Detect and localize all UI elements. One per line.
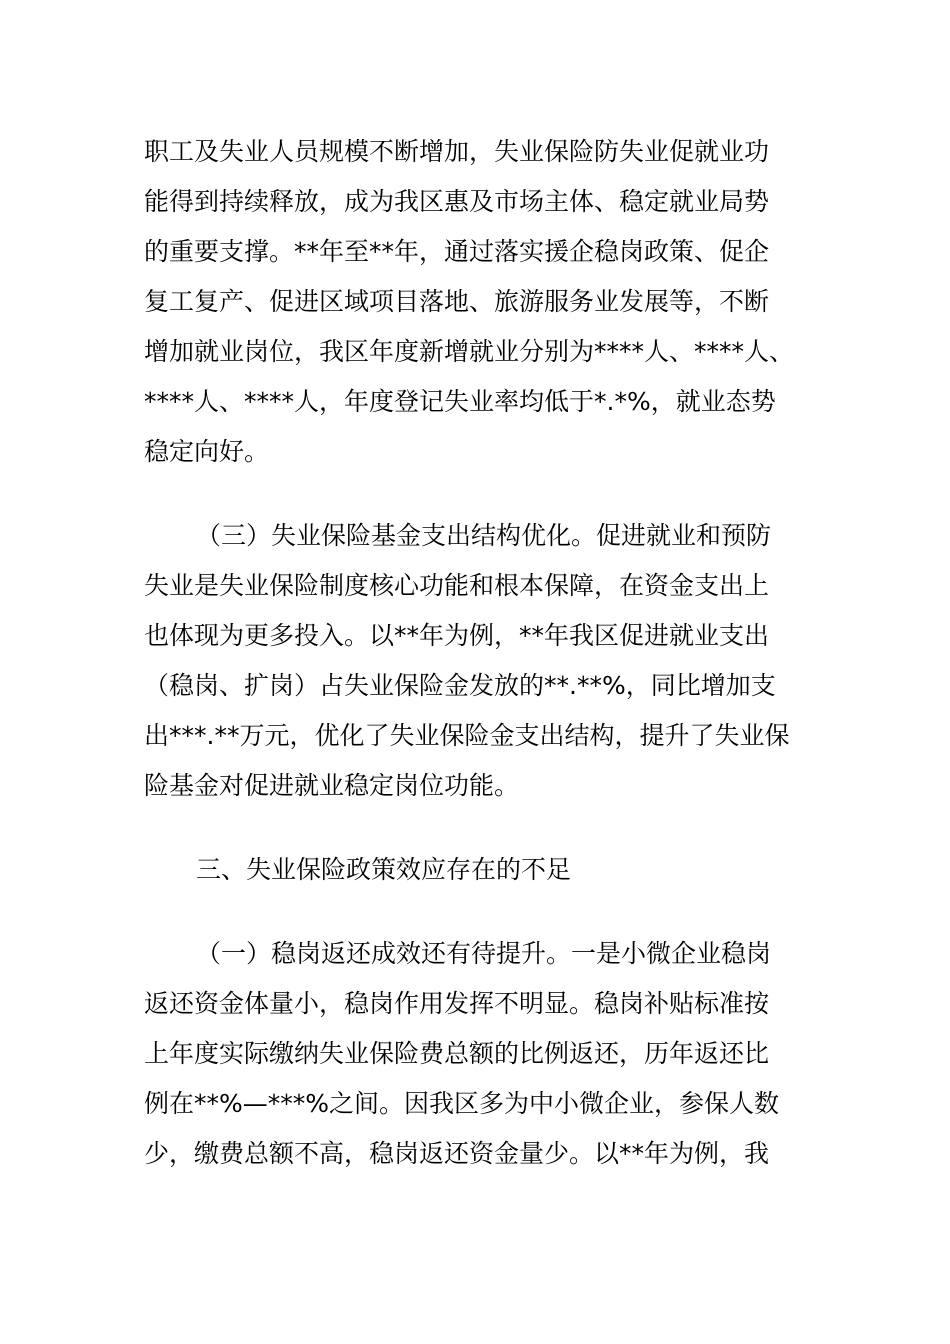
paragraph-line: 险基金对促进就业稳定岗位功能。 bbox=[144, 771, 520, 800]
paragraph-line: 也体现为更多投入。以**年为例，**年我区促进就业支出 bbox=[144, 621, 770, 650]
paragraph-line: 增加就业岗位，我区年度新增就业分别为****人、****人、 bbox=[144, 337, 795, 366]
paragraph-line: 少，缴费总额不高，稳岗返还资金量少。以**年为例，我 bbox=[144, 1139, 770, 1168]
paragraph-line: ****人、****人，年度登记失业率均低于*.*%，就业态势 bbox=[144, 387, 776, 416]
paragraph-line: 例在**%—***%之间。因我区多为中小微企业，参保人数 bbox=[144, 1089, 780, 1118]
paragraph-line: （三）失业保险基金支出结构优化。促进就业和预防 bbox=[196, 521, 772, 550]
paragraph-line: 复工复产、促进区域项目落地、旅游服务业发展等，不断 bbox=[144, 287, 770, 316]
section-heading: 三、失业保险政策效应存在的不足 bbox=[196, 855, 572, 884]
paragraph-line: 能得到持续释放，成为我区惠及市场主体、稳定就业局势 bbox=[144, 187, 770, 216]
paragraph-line: 稳定向好。 bbox=[144, 437, 270, 466]
paragraph-line: 的重要支撑。**年至**年，通过落实援企稳岗政策、促企 bbox=[144, 237, 770, 266]
paragraph-line: （一）稳岗返还成效还有待提升。一是小微企业稳岗 bbox=[196, 939, 772, 968]
paragraph-line: 返还资金体量小，稳岗作用发挥不明显。稳岗补贴标准按 bbox=[144, 989, 770, 1018]
paragraph-line: （稳岗、扩岗）占失业保险金发放的**.**%，同比增加支 bbox=[144, 671, 776, 700]
paragraph-line: 失业是失业保险制度核心功能和根本保障，在资金支出上 bbox=[144, 571, 770, 600]
paragraph-line: 职工及失业人员规模不断增加，失业保险防失业促就业功 bbox=[144, 137, 770, 166]
paragraph-line: 上年度实际缴纳失业保险费总额的比例返还，历年返还比 bbox=[144, 1039, 770, 1068]
paragraph-line: 出***.**万元，优化了失业保险金支出结构，提升了失业保 bbox=[144, 721, 790, 750]
